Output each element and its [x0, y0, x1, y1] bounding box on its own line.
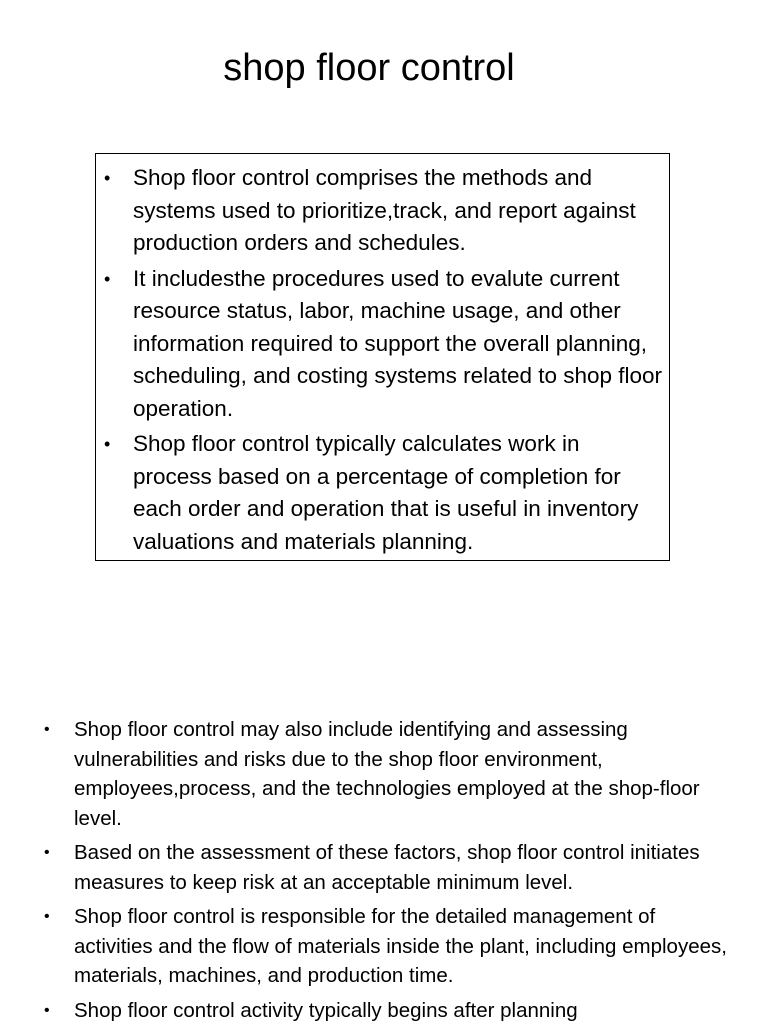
page-title: shop floor control	[223, 47, 515, 89]
list-item	[40, 996, 730, 1026]
list-item	[96, 428, 663, 558]
bullet-text: Based on the assessment of these factors, shop floor control initiates measures to keep risk at an acceptable minimum level.	[74, 841, 700, 894]
bullet-icon: •	[44, 908, 50, 925]
bullet-icon: •	[44, 721, 50, 738]
bullet-icon: •	[44, 1001, 50, 1019]
lower-bullet-section	[40, 715, 730, 1030]
list-item	[40, 715, 730, 833]
list-item	[40, 902, 730, 991]
list-item	[96, 162, 663, 260]
boxed-bullet-list	[96, 162, 663, 558]
bullet-icon: •	[44, 844, 50, 861]
list-item	[40, 838, 730, 897]
boxed-summary-panel	[95, 153, 670, 561]
bullet-text: Shop floor control is responsible for the detailed management of activities and the flow of materials inside the plant, including employees, materials, machines, and production time.	[74, 905, 727, 987]
list-item	[96, 263, 663, 426]
bullet-text: Shop floor control comprises the methods and systems used to prioritize,track, and report against production orders and schedules.	[133, 165, 636, 255]
bullet-text: Shop floor control typically calculates work in process based on a percentage of completion for each order and operation that is useful in inventory valuations and materials planning.	[133, 431, 639, 554]
lower-bullet-list	[40, 715, 730, 1025]
bullet-text: Shop floor control may also include identifying and assessing vulnerabilities and risks due to the shop floor environment, employees,process, and the technologies employed at the shop-floor level.	[74, 718, 700, 830]
bullet-icon: •	[104, 268, 111, 289]
bullet-text: It includesthe procedures used to evalute current resource status, labor, machine usage, and other information required to support the overall planning, scheduling, and costing systems related to shop floor operation.	[133, 265, 663, 421]
bullet-icon: •	[104, 434, 111, 454]
bullet-text: Shop floor control activity typically begins after planning	[74, 998, 578, 1022]
bullet-icon: •	[104, 168, 111, 188]
